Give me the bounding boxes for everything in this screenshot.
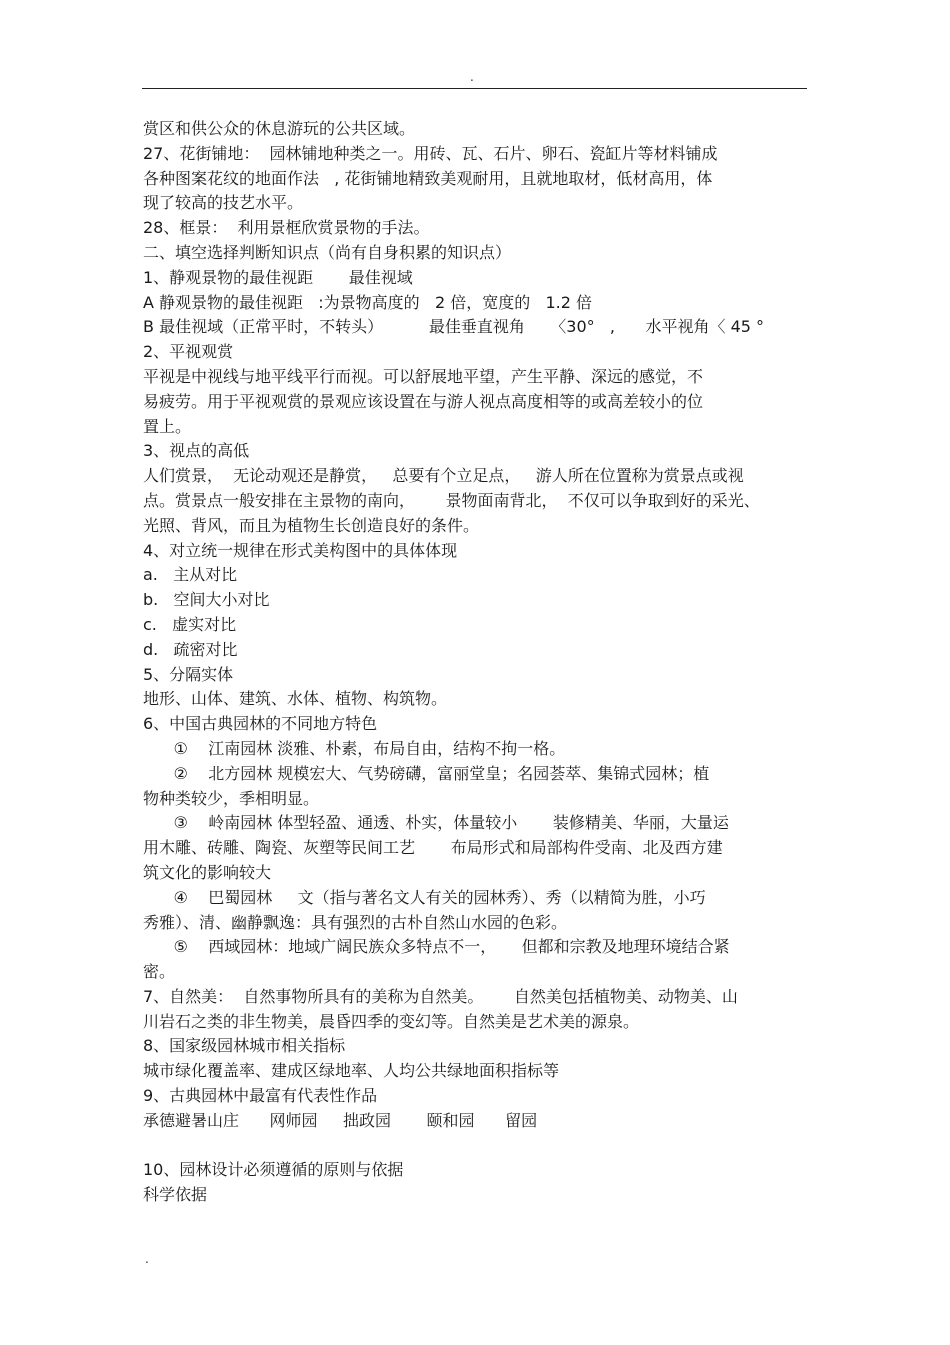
text-line: ② 北方园林 规模宏大、气势磅礴，富丽堂皇；名园荟萃、集锦式园林；植 <box>143 763 710 783</box>
text-line: A 静观景物的最佳视距 :为景物高度的 2 倍，宽度的 1.2 倍 <box>143 292 592 312</box>
text-line: 9、古典园林中最富有代表性作品 <box>143 1086 378 1106</box>
text-line: 科学依据 <box>143 1185 208 1205</box>
text-line: 27、花街铺地： 园林铺地种类之一。用砖、瓦、石片、卵石、瓷缸片等材料铺成 <box>143 143 718 163</box>
text-line: 各种图案花纹的地面作法 , 花街铺地精致美观耐用，且就地取材，低材高用，体 <box>143 168 713 188</box>
text-line: 城市绿化覆盖率、建成区绿地率、人均公共绿地面积指标等 <box>143 1061 560 1081</box>
header-rule <box>142 88 807 89</box>
text-line: a. 主从对比 <box>143 565 238 585</box>
text-line: 3、视点的高低 <box>143 441 250 461</box>
footer-mark: . <box>145 1252 149 1266</box>
text-line: 点。赏景点一般安排在主景物的南向， 景物面南背北， 不仅可以争取到好的采光、 <box>143 490 760 510</box>
text-line: B 最佳视域（正常平时，不转头） 最佳垂直视角 〈30° , 水平视角〈 45 ° <box>143 317 765 337</box>
text-line: 平视是中视线与地平线平行而视。可以舒展地平望，产生平静、深远的感觉，不 <box>143 366 704 386</box>
text-line: 赏区和供公众的休息游玩的公共区域。 <box>143 119 416 138</box>
text-line: 承德避暑山庄 网师园 拙政园 颐和园 留园 <box>143 1110 538 1130</box>
text-line: ① 江南园林 淡雅、朴素，布局自由，结构不拘一格。 <box>143 738 566 758</box>
blank-line <box>143 1134 803 1159</box>
document-body <box>143 117 803 1208</box>
text-line: 筑文化的影响较大 <box>143 862 272 882</box>
text-line: 用木雕、砖雕、陶瓷、灰塑等民间工艺 布局形式和局部构件受南、北及西方建 <box>143 838 723 858</box>
text-line: c. 虚实对比 <box>143 614 237 634</box>
text-line: 28、框景： 利用景框欣赏景物的手法。 <box>143 218 430 238</box>
text-line: 二、填空选择判断知识点（尚有自身积累的知识点） <box>143 242 512 262</box>
text-line: 4、对立统一规律在形式美构图中的具体体现 <box>143 540 458 560</box>
header-mark: . <box>470 70 474 84</box>
text-line: 人们赏景， 无论动观还是静赏， 总要有个立足点， 游人所在位置称为赏景点或视 <box>143 466 744 486</box>
text-line: 6、中国古典园林的不同地方特色 <box>143 714 378 734</box>
text-line: 物种类较少，季相明显。 <box>143 788 320 808</box>
text-line: ⑤ 西域园林：地域广阔民族众多特点不一， 但都和宗教及地理环境结合紧 <box>143 937 730 957</box>
text-line: 川岩石之类的非生物美，晨昏四季的变幻等。自然美是艺术美的源泉。 <box>143 1011 640 1031</box>
text-line: 光照、背风，而且为植物生长创造良好的条件。 <box>143 515 480 535</box>
text-line: 密。 <box>143 962 176 982</box>
text-line: 5、分隔实体 <box>143 664 234 684</box>
text-line: 10、园林设计必须遵循的原则与依据 <box>143 1160 404 1180</box>
text-line: b. 空间大小对比 <box>143 590 270 610</box>
text-line: 置上。 <box>143 416 192 436</box>
text-line: 8、国家级园林城市相关指标 <box>143 1036 346 1056</box>
text-line: d. 疏密对比 <box>143 639 238 659</box>
text-line: 1、静观景物的最佳视距 最佳视域 <box>143 267 413 287</box>
text-line: 现了较高的技艺水平。 <box>143 193 304 213</box>
text-line: 秀雅）、清、幽静飘逸：具有强烈的古朴自然山水园的色彩。 <box>143 912 568 932</box>
text-line: 7、自然美： 自然事物所具有的美称为自然美。 自然美包括植物美、动物美、山 <box>143 986 738 1006</box>
text-line: 2、平视观赏 <box>143 342 234 362</box>
text-line: 易疲劳。用于平视观赏的景观应该设置在与游人视点高度相等的或高差较小的位 <box>143 391 704 411</box>
text-line: ④ 巴蜀园林 文（指与著名文人有关的园林秀）、秀（以精简为胜，小巧 <box>143 887 706 907</box>
text-line: ③ 岭南园林 体型轻盈、通透、朴实，体量较小 装修精美、华丽，大量运 <box>143 813 729 833</box>
text-line: 地形、山体、建筑、水体、植物、构筑物。 <box>143 689 448 709</box>
